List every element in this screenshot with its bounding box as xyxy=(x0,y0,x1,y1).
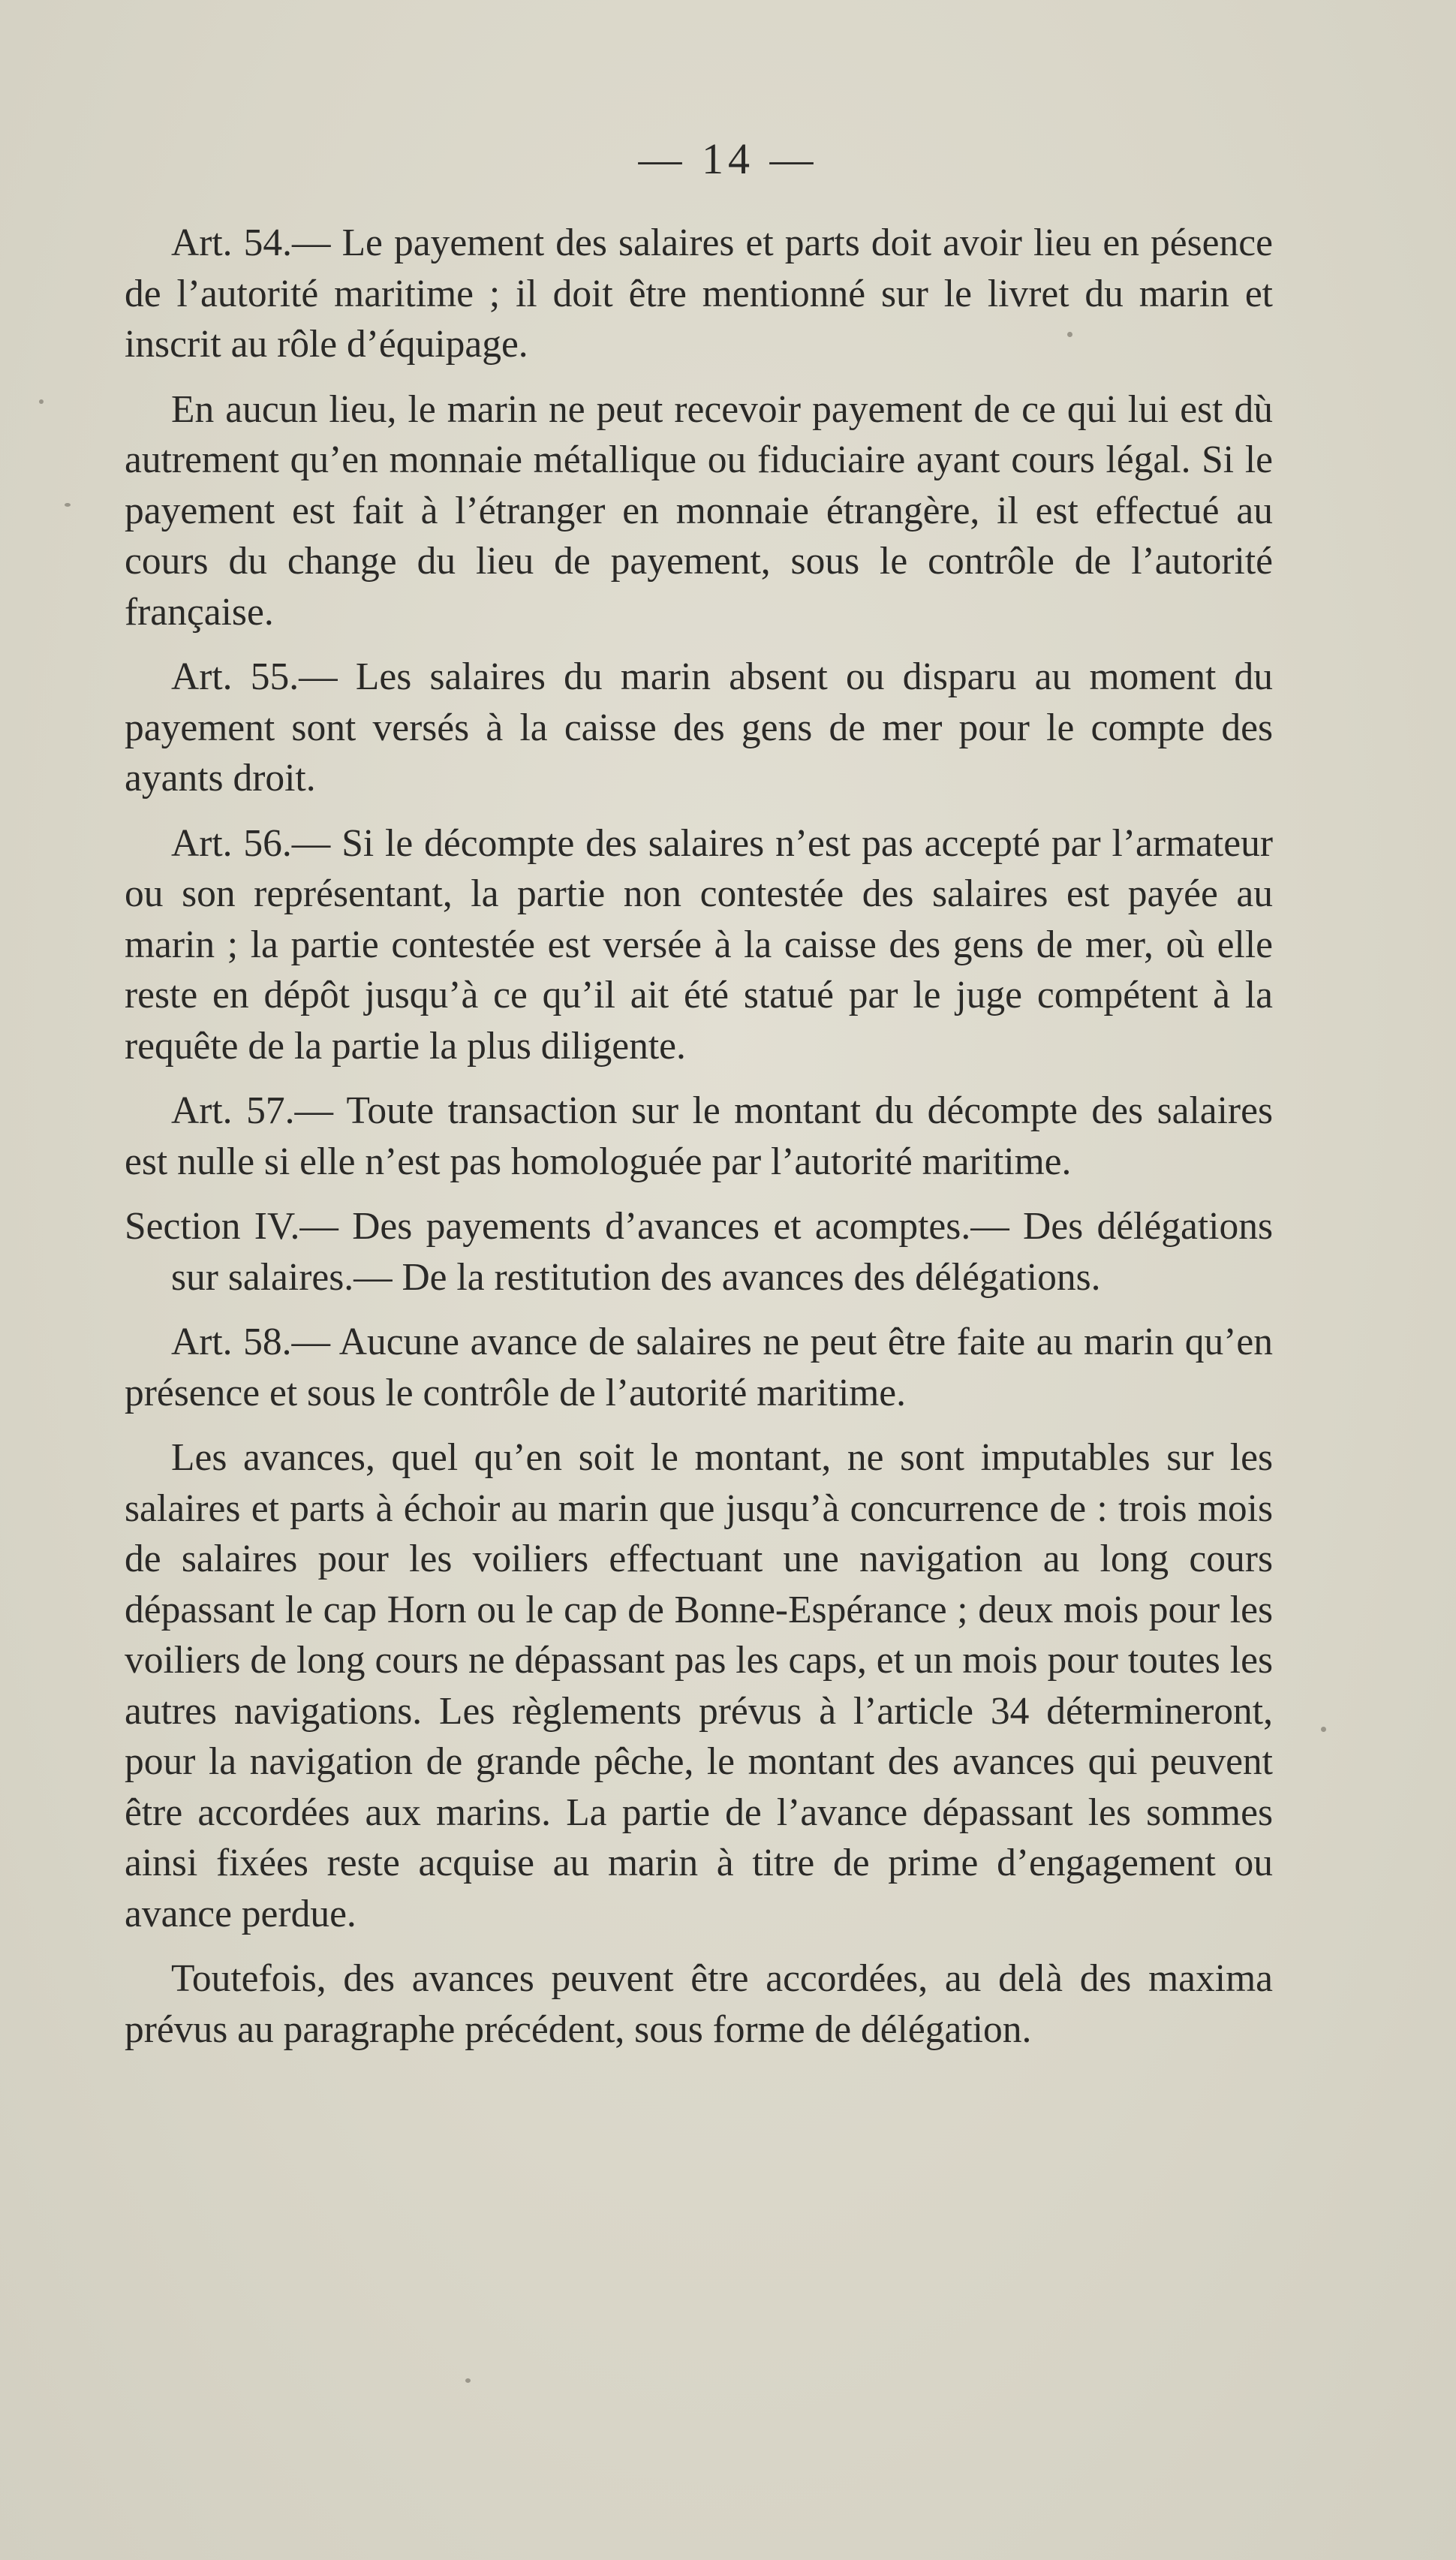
section-heading-text: Section IV.— Des payements d’avances et acomptes.— Des délégations sur salaires.— De la restitution des avances des délégations. xyxy=(125,1205,1273,1299)
article-57-paragraph: Art. 57.— Toute transaction sur le montant du décompte des salaires est nulle si elle n’est pas homologuée par l’autorité maritime. xyxy=(125,1089,1273,1183)
advances-limits-paragraph: Les avances, quel qu’en soit le montant, ne sont imputables sur les salaires et parts à échoir au marin que jusqu’à concurrence de : trois mois de salaires pour les voiliers effectuant une navigation au long cours dépassant le cap Horn ou le cap de Bonne-Espérance ; deux mois pour les voiliers de long cours ne dépassant pas les caps, et un mois pour toutes les autres navigations. Les règlements prévus à l’article 34 détermineront, pour la navigation de grande pêche, le montant des avances qui peuvent être accordées aux marins. La partie de l’avance dépassant les sommes ainsi fixées reste acquise au marin à titre de prime d’engagement ou avance perdue. xyxy=(125,1436,1273,1935)
page-number: — 14 — xyxy=(638,134,818,183)
paper-speck xyxy=(465,2378,471,2383)
paper-speck xyxy=(39,399,44,404)
paper-speck xyxy=(1321,1727,1326,1732)
article-55-paragraph: Art. 55.— Les salaires du marin absent ou disparu au moment du payement sont versés à la caisse des gens de mer pour le compte des ayants droit. xyxy=(125,655,1273,800)
body-text xyxy=(125,218,1273,2069)
payment-currency-paragraph: En aucun lieu, le marin ne peut recevoir payement de ce qui lui est dù autrement qu’en monnaie métallique ou fiduciaire ayant cours légal. Si le payement est fait à l’étranger en monnaie étrangère, il est effectué au cours du change du lieu de payement, sous le contrôle de l’autorité française. xyxy=(125,387,1273,634)
article-56-paragraph: Art. 56.— Si le décompte des salaires n’est pas accepté par l’armateur ou son représentant, la partie non contestée des salaires est payée au marin ; la partie contestée est versée à la caisse des gens de mer, où elle reste en dépôt jusqu’à ce qu’il ait été statué par le juge compétent à la requête de la partie la plus diligente. xyxy=(125,821,1273,1068)
article-54-paragraph: Art. 54.— Le payement des salaires et parts doit avoir lieu en pésence de l’autorité maritime ; il doit être mentionné sur le livret du marin et inscrit au rôle d’équipage. xyxy=(125,221,1273,366)
section-heading xyxy=(125,1201,1273,1303)
article-58-paragraph: Art. 58.— Aucune avance de salaires ne peut être faite au marin qu’en présence et sous le contrôle de l’autorité maritime. xyxy=(125,1321,1273,1414)
delegation-paragraph: Toutefois, des avances peuvent être accordées, au delà des maxima prévus au paragraphe précédent, sous forme de délégation. xyxy=(125,1957,1273,2051)
paper-speck xyxy=(65,503,71,507)
